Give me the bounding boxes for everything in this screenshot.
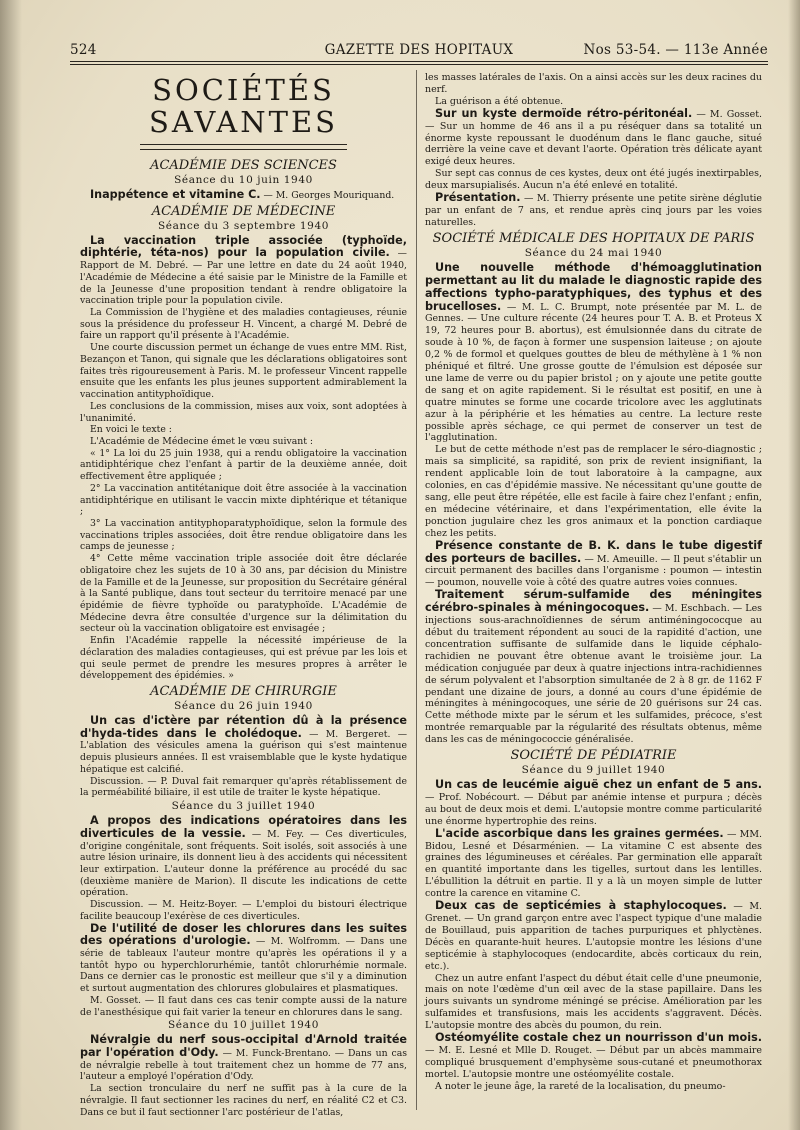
paragraph [425, 973, 762, 1033]
article-title: A propos des indications opératoires dans les diverticules de la vessie. [80, 814, 407, 840]
paragraph-text: — M. Funck-Brentano. — Dans un cas de névralgie rebelle à tout traitement chez un homme de 77 ans, l'auteur a employé l'opération d'Ody. [80, 1048, 408, 1083]
paragraph-text: La guérison a été obtenue. [435, 95, 564, 107]
paragraph [425, 540, 762, 590]
paragraph-text: En voici le texte : [90, 424, 172, 436]
session-date: Séance du 26 juin 1940 [174, 700, 313, 713]
society-heading: ACADÉMIE DES SCIENCES [150, 158, 337, 173]
article-title: Deux cas de septicémies à staphylocoques. [435, 899, 727, 913]
session-date: Séance du 9 juillet 1940 [521, 764, 666, 777]
paragraph-text: — M. Bergeret. — L'ablation des vésicules amena la guérison qui s'est maintenue depuis plusieurs années. Il est vraisemblable que le kyste hydatique hépatique est calcifié. [80, 728, 407, 775]
article-title: Traitement sérum-sulfamide des méningites cérébro-spinales à méningocoques. [425, 588, 762, 615]
title-rule [140, 144, 347, 150]
paragraph-text: Enfin l'Académie rappelle la nécessité impérieuse de la déclaration des maladies contagieuses, qui est prévue par les lois et qui seule permet de prendre les mesures propres à arrêter le développement des épidémies. » [80, 635, 407, 682]
paragraph [425, 779, 762, 828]
paragraph [80, 899, 407, 922]
article-title: L'acide ascorbique dans les graines germées. [435, 826, 724, 840]
paragraph [425, 168, 762, 192]
paragraph-text: Discussion. — M. Heitz-Boyer. — L'emploi du bistouri électrique facilite beaucoup l'exérèse de ces diverticules. [80, 899, 407, 922]
article-title: Présence constante de B. K. dans le tube digestif des porteurs de bacilles. [425, 538, 762, 565]
paragraph-text: — M. Fey. — Ces diverticules, d'origine congénitale, sont fréquents. Soit isolés, soit associés à une autre lésion urinaire, ils donnent lieu à des accidents qui nécessitent leur extirpation. L'auteur donne la préférence au procédé du sac (deuxième manière de Marion). Il discute les indications de cette opération. [80, 828, 407, 899]
society-heading: SOCIÉTÉ MÉDICALE DES HOPITAUX DE PARIS [432, 230, 755, 246]
article-title: La vaccination triple associée (typhoïde, diphtérie, téta-nos) pour la population civile. [80, 233, 407, 260]
paragraph-text: — M. Georges Mouriquand. [260, 190, 395, 201]
article-title: Sur un kyste dermoïde rétro-péritonéal. [435, 106, 693, 120]
paragraph [80, 424, 407, 436]
session-date: Séance du 3 juillet 1940 [171, 800, 316, 813]
paragraph-text: 2° La vaccination antitétanique doit être associée à la vaccination antidiphtérique en utilisant le vaccin mixte diphtérique et tétanique ; [80, 482, 407, 518]
paragraph [80, 518, 407, 553]
paragraph [80, 1034, 407, 1083]
article-title: Ostéomyélite costale chez un nourrisson d'un mois. [435, 1031, 762, 1045]
journal-title: GAZETTE DES HOPITAUX [324, 42, 514, 58]
section-title: SOCIÉTÉS SAVANTES [148, 73, 339, 139]
paragraph-text: — M. Grenet. — Un grand garçon entre avec l'aspect typique d'une maladie de Bouillaud, puis apparition de taches purpuriques et phlyctènes. Décès en quarante-huit heures. L'autopsie montre les lésions d'une septicémie à staphylocoques (endocardite, abcès corticaux du rein, etc.). [425, 901, 762, 972]
paragraph [80, 815, 407, 899]
paragraph [425, 444, 762, 539]
paragraph [80, 1083, 407, 1118]
society-heading: ACADÉMIE DE CHIRURGIE [150, 684, 337, 700]
article-title: Inappétence et vitamine C. [90, 188, 261, 201]
column-divider [416, 70, 417, 1110]
article-title: Névralgie du nerf sous-occipital d'Arnold traitée par l'opération d'Ody. [80, 1033, 407, 1059]
header-rule [70, 61, 768, 62]
paragraph-text: M. Gosset. — Il faut dans ces cas tenir compte aussi de la nature de l'anesthésique qui fait varier la teneur en chlorures dans le sang. [80, 994, 407, 1018]
paragraph [80, 635, 407, 682]
paragraph-text: 3° La vaccination antityphoparatyphoïdique, selon la formule des vaccinations triples associées, doit être rendue obligatoire dans les camps de jeunesse ; [80, 517, 407, 553]
paragraph [80, 189, 407, 202]
paragraph-text: L'Académie de Médecine émet le vœu suivant : [90, 435, 314, 447]
paragraph-text: — Rapport de M. Debré. — Par une lettre en date du 24 août 1940, l'Académie de Médecine a été saisie par le Ministre de la Famille et de la Jeunesse d'une proposition tendant à rendre obligatoire la vaccination triple pour la population civile. [80, 248, 407, 307]
paragraph-text: — M. Thierry présente une petite sirène déglutie par un enfant de 7 ans, et rendue après cinq jours par les voies naturelles. [425, 193, 762, 228]
paragraph [425, 1032, 762, 1081]
paragraph-text: les masses latérales de l'axis. On a ainsi accès sur les deux racines du nerf. [425, 72, 762, 95]
paragraph [80, 307, 407, 342]
article-title: Présentation. [435, 191, 521, 205]
paragraph-text: Discussion. — P. Duval fait remarquer qu'après rétablissement de la perméabilité biliaire, il est utile de traiter le kyste hépatique. [80, 775, 407, 799]
session-date: Séance du 10 juillet 1940 [168, 1019, 319, 1032]
paragraph-text: A noter le jeune âge, la rareté de la localisation, du pneumo- [435, 1080, 726, 1092]
paragraph [425, 72, 762, 96]
session-date: Séance du 24 mai 1940 [524, 246, 663, 259]
article-title: Un cas d'ictère par rétention dû à la présence d'hyda-tides dans le cholédoque. [80, 714, 407, 740]
paragraph [80, 923, 407, 995]
paragraph-text: Le but de cette méthode n'est pas de remplacer le séro-diagnostic ; mais sa simplicité, sa rapidité, son prix de revient insignifiant, la rendent applicable loin de tout laboratoire à la campagne, aux colonies, en cas d'épidémie massive. Ne nécessitant qu'une goutte de sang, elle peut être répétée, elle est facile à faire chez l'enfant ; enfin, en médecine vétérinaire, et dans l'expérimentation, elle évite la ponction jugulaire chez les gros animaux et la ponction cardiaque chez les petits. [425, 444, 762, 539]
paragraph [80, 342, 407, 401]
session-date: Séance du 3 septembre 1940 [157, 219, 330, 232]
paragraph-text: — M. Eschbach. — Les injections sous-arachnoïdiennes de sérum antiméningococque au début du traitement répondent au souci de la rapidité d'action, une concentration suffisante de sulfamide dans le liquide céphalo-rachidien ne pouvant être obtenue avant le troisième jour. La médication conjuguée par deux à quatre injections intra-rachidiennes de sérum polyvalent et l'absorption simultanée de 2 à 8 gr. de 1162 F pendant une dizaine de jours, a donné au cours d'une épidémie de méningites à méningocoques, une série de 20 guérisons sur 24 cas. Cette méthode mixte par le sérum et les sulfamides, précoce, s'est montrée remarquable par la régularité des résultats obtenus, même dans les cas de méningococcie généralisée. [425, 603, 762, 746]
paragraph-text: — M. Wolfromm. — Dans une série de tableaux l'auteur montre qu'après les opérations il y a tantôt hypo ou hyperchlorurhémie, tantôt chlorurhémie normale. Dans ce dernier cas le pronostic est meilleur que s'il y a diminution et surtout augmentation des chlorures globulaires et plasmatiques. [80, 936, 407, 995]
paragraph-text: Sur sept cas connus de ces kystes, deux ont été jugés inextirpables, deux marsupialisés. Aucun n'a été enlevé en totalité. [425, 168, 762, 192]
paragraph [425, 589, 762, 746]
paragraph [80, 776, 407, 799]
paragraph [425, 192, 762, 229]
page-edge-right [788, 0, 800, 1130]
session-date: Séance du 10 juin 1940 [174, 174, 313, 186]
paragraph [80, 483, 407, 518]
left-column [80, 70, 407, 1118]
paragraph-text: Les conclusions de la commission, mises aux voix, sont adoptées à l'unanimité. [80, 400, 407, 424]
paragraph-text: La Commission de l'hygiène et des maladies contagieuses, réunie sous la présidence du professeur H. Vincent, a chargé M. Debré de faire un rapport qu'il présente à l'Académie. [80, 307, 407, 342]
paragraph-text: — MM. Bidou, Lesné et Désarménien. — La vitamine C est absente des graines des légumineuses et céréales. Par germination elle apparaît en quantité importante dans les tigelles, surtout dans les lentilles. L'ébullition la détruit en partie. Il y a là un moyen simple de lutter contre la carence en vitamine C. [425, 828, 762, 900]
article-title: Un cas de leucémie aiguë chez un enfant de 5 ans. [435, 778, 762, 792]
article-title: Une nouvelle méthode d'hémoagglutination permettant au lit du malade le diagnostic rapide des affections typho-paratyphiques, des typhus et des brucelloses. [425, 260, 762, 313]
paragraph-text: Chez un autre enfant l'aspect du début était celle d'une pneumonie, mais on note l'œdème d'un œil avec de la stase papillaire. Dans les jours suivants un syndrome méningé se précise. Amélioration par les sulfamides et transfusions, mais les accidents s'aggravent. Décès. L'autopsie montre des abcès du poumon, du rein. [425, 972, 762, 1032]
paragraph-text: La section tronculaire du nerf ne suffit pas à la cure de la névralgie. Il faut sectionner les racines du nerf, en réalité C2 et C3. Dans ce but il faut sectionner l'arc postérieur de l'atlas, [80, 1083, 407, 1118]
paragraph [425, 900, 762, 972]
paragraph [80, 715, 407, 776]
paragraph-text: « 1° La loi du 25 juin 1938, qui a rendu obligatoire la vaccination antidiphtérique chez l'enfant à partir de la deuxième année, doit effectivement être appliquée ; [80, 447, 407, 483]
paragraph-text: — M. Ameuille. — Il peut s'établir un circuit permanent des bacilles dans l'organisme : poumon — intestin — poumon, nouvelle voie à côté des quatre autres voies connues. [425, 553, 762, 589]
article-title: De l'utilité de doser les chlorures dans les suites des opérations d'urologie. [80, 921, 407, 948]
right-column [425, 72, 762, 1093]
paragraph [80, 436, 407, 448]
paragraph-text: — M. E. Lesné et Mlle D. Rouget. — Début par un abcès mammaire compliqué brusquement d'emphysème sous-cutané et pneumothorax mortel. L'autopsie montre une ostéomyélite costale. [425, 1044, 762, 1080]
page-edge-left [0, 0, 22, 1130]
page-number: 524 [70, 42, 97, 58]
header-rule-2 [70, 64, 768, 65]
paragraph [80, 995, 407, 1018]
paragraph [80, 401, 407, 424]
paragraph-text: — M. Gosset. — Sur un homme de 46 ans il a pu réséquer dans sa totalité un énorme kyste repoussant le duodénum dans le flanc gauche, situé derrière la veine cave et devant l'aorte. Opération très délicate ayant exigé deux heures. [425, 108, 762, 168]
issue-label: Nos 53-54. — 113e Année [583, 42, 768, 58]
paragraph [80, 448, 407, 483]
paragraph-text: 4° Cette même vaccination triple associée doit être déclarée obligatoire chez les sujets de 10 à 30 ans, par décision du Ministre de la Famille et de la Jeunesse, sur proposition du Secrétaire général à la Santé publique, dans tout secteur du territoire menacé par une épidémie de fièvre typhoïde ou paratyphoïde. L'Académie de Médecine devra être consultée d'urgence sur la délimitation du secteur où la vaccination obligatoire est envisagée ; [80, 553, 407, 635]
paragraph [80, 553, 407, 635]
paragraph [80, 235, 407, 307]
paragraph [425, 108, 762, 169]
paragraph-text: — Prof. Nobécourt. — Début par anémie intense et purpura ; décès au bout de deux mois et demi. L'autopsie montre comme particularité une énorme hypertrophie des reins. [425, 791, 762, 827]
paragraph [425, 1081, 762, 1093]
paragraph [425, 262, 762, 445]
paragraph-text: — M. L. C. Brumpt, note présentée par M. L. de Gennes. — Une culture récente (24 heures pour T. A. B. et Proteus X 19, 72 heures pour B. abortus), est émulsionnée dans du citrate de soude à 10 %, de façon à former une suspension laiteuse ; on ajoute 0,2 % de formol et quelques gouttes de bleu de méthylène à 1 % non phéniqué et filtré. Une grosse goutte de l'émulsion est déposée sur une lame de verre ou du papier bristol ; on y ajoute une petite goutte de sang et on agite rapidement. Si le résultat est positif, en une à quatre minutes se forme une cocarde tricolore avec les agglutinats azur à la périphérie et les hématies au centre. La lecture reste possible après séchage, ce qui permet de conserver un test de l'agglutination. [425, 301, 762, 444]
society-heading: ACADÉMIE DE MÉDECINE [151, 203, 336, 219]
paragraph-text: Une courte discussion permet un échange de vues entre MM. Rist, Bezançon et Tanon, qui signale que les déclarations obligatoires sont faites très rigoureusement à Paris. M. le professeur Vincent rappelle ensuite que les enfants les plus jeunes supportent admirablement la vaccination antityphoïdique. [80, 342, 407, 401]
running-header [70, 40, 768, 62]
paragraph [425, 828, 762, 900]
society-heading: SOCIÉTÉ DE PÉDIATRIE [510, 748, 677, 764]
